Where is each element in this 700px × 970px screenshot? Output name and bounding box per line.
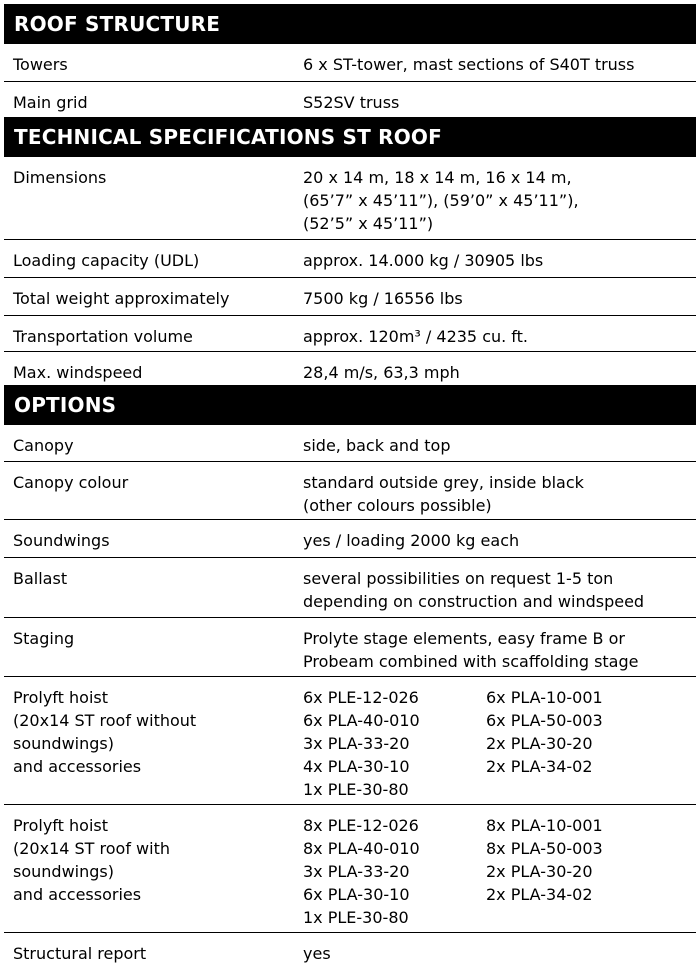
spec-row-prolyft-hoist-with-soundwings	[4, 805, 696, 933]
spec-label: Loading capacity (UDL)	[13, 251, 200, 270]
spec-value	[303, 567, 693, 613]
spec-label: Ballast	[13, 569, 68, 588]
part-number: 2x PLA-34-02	[486, 885, 593, 904]
spec-label: Structural report	[13, 944, 147, 963]
spec-label: Canopy colour	[13, 473, 129, 492]
spec-row-loading-capacity	[4, 240, 696, 278]
spec-value: side, back and top	[303, 436, 451, 455]
spec-value	[303, 627, 693, 673]
part-number: 3x PLA-33-20	[303, 734, 410, 753]
spec-row-prolyft-hoist-without-soundwings	[4, 677, 696, 805]
part-number: 6x PLA-10-001	[486, 688, 603, 707]
spec-row-main-grid	[4, 82, 696, 116]
part-number: 2x PLA-30-20	[486, 734, 593, 753]
parts-column-2	[486, 814, 603, 906]
value-line: (other colours possible)	[303, 496, 492, 515]
value-line: depending on construction and windspeed	[303, 592, 645, 611]
spec-row-total-weight	[4, 278, 696, 316]
spec-row-ballast	[4, 558, 696, 618]
spec-row-max-windspeed	[4, 352, 696, 386]
spec-row-towers	[4, 44, 696, 82]
spec-label: Canopy	[13, 436, 74, 455]
part-number: 6x PLA-50-003	[486, 711, 603, 730]
spec-row-canopy-colour	[4, 462, 696, 520]
label-line: and accessories	[13, 757, 142, 776]
part-number: 4x PLA-30-10	[303, 757, 410, 776]
spec-label: Soundwings	[13, 531, 110, 550]
spec-value: approx. 14.000 kg / 30905 lbs	[303, 251, 544, 270]
spec-value: 28,4 m/s, 63,3 mph	[303, 363, 460, 382]
spec-label: Towers	[13, 55, 68, 74]
value-line: Probeam combined with scaffolding stage	[303, 652, 639, 671]
spec-row-transportation-volume	[4, 316, 696, 352]
spec-value: S52SV truss	[303, 93, 400, 112]
part-number: 8x PLE-12-026	[303, 816, 419, 835]
spec-value	[303, 471, 693, 517]
label-line: soundwings)	[13, 862, 114, 881]
part-number: 3x PLA-33-20	[303, 862, 410, 881]
parts-column-1	[303, 814, 420, 929]
part-number: 8x PLA-10-001	[486, 816, 603, 835]
spec-value	[303, 166, 693, 235]
part-number: 8x PLA-50-003	[486, 839, 603, 858]
spec-label: Dimensions	[13, 168, 107, 187]
spec-value: yes	[303, 944, 331, 963]
section-header-options: OPTIONS	[4, 385, 696, 425]
section-header-roof-structure: ROOF STRUCTURE	[4, 4, 696, 44]
spec-value: yes / loading 2000 kg each	[303, 531, 520, 550]
parts-column-1	[303, 686, 420, 801]
value-line: several possibilities on request 1-5 ton	[303, 569, 614, 588]
value-line: standard outside grey, inside black	[303, 473, 584, 492]
part-number: 6x PLA-40-010	[303, 711, 420, 730]
part-number: 2x PLA-30-20	[486, 862, 593, 881]
label-line: soundwings)	[13, 734, 114, 753]
label-line: and accessories	[13, 885, 142, 904]
spec-row-soundwings	[4, 520, 696, 558]
label-line: (20x14 ST roof without	[13, 711, 197, 730]
spec-label: Transportation volume	[13, 327, 193, 346]
part-number: 1x PLE-30-80	[303, 908, 409, 927]
value-line: 20 x 14 m, 18 x 14 m, 16 x 14 m,	[303, 168, 572, 187]
part-number: 2x PLA-34-02	[486, 757, 593, 776]
part-number: 1x PLE-30-80	[303, 780, 409, 799]
spec-value: approx. 120m³ / 4235 cu. ft.	[303, 327, 529, 346]
spec-label	[13, 814, 293, 906]
spec-row-staging	[4, 618, 696, 677]
spec-label: Staging	[13, 629, 75, 648]
value-line: (52’5” x 45’11”)	[303, 214, 434, 233]
label-line: (20x14 ST roof with	[13, 839, 170, 858]
spec-label	[13, 686, 293, 778]
spec-row-canopy	[4, 425, 696, 462]
label-line: Prolyft hoist	[13, 688, 108, 707]
spec-label: Total weight approximately	[13, 289, 230, 308]
part-number: 8x PLA-40-010	[303, 839, 420, 858]
value-line: (65’7” x 45’11”), (59’0” x 45’11”),	[303, 191, 579, 210]
value-line: Prolyte stage elements, easy frame B or	[303, 629, 625, 648]
spec-label: Max. windspeed	[13, 363, 143, 382]
part-number: 6x PLA-30-10	[303, 885, 410, 904]
label-line: Prolyft hoist	[13, 816, 108, 835]
spec-row-structural-report	[4, 933, 696, 970]
spec-value: 7500 kg / 16556 lbs	[303, 289, 463, 308]
part-number: 6x PLE-12-026	[303, 688, 419, 707]
spec-row-dimensions	[4, 157, 696, 240]
spec-value: 6 x ST-tower, mast sections of S40T truss	[303, 55, 635, 74]
spec-label: Main grid	[13, 93, 88, 112]
parts-column-2	[486, 686, 603, 778]
section-header-technical-specifications: TECHNICAL SPECIFICATIONS ST ROOF	[4, 117, 696, 157]
